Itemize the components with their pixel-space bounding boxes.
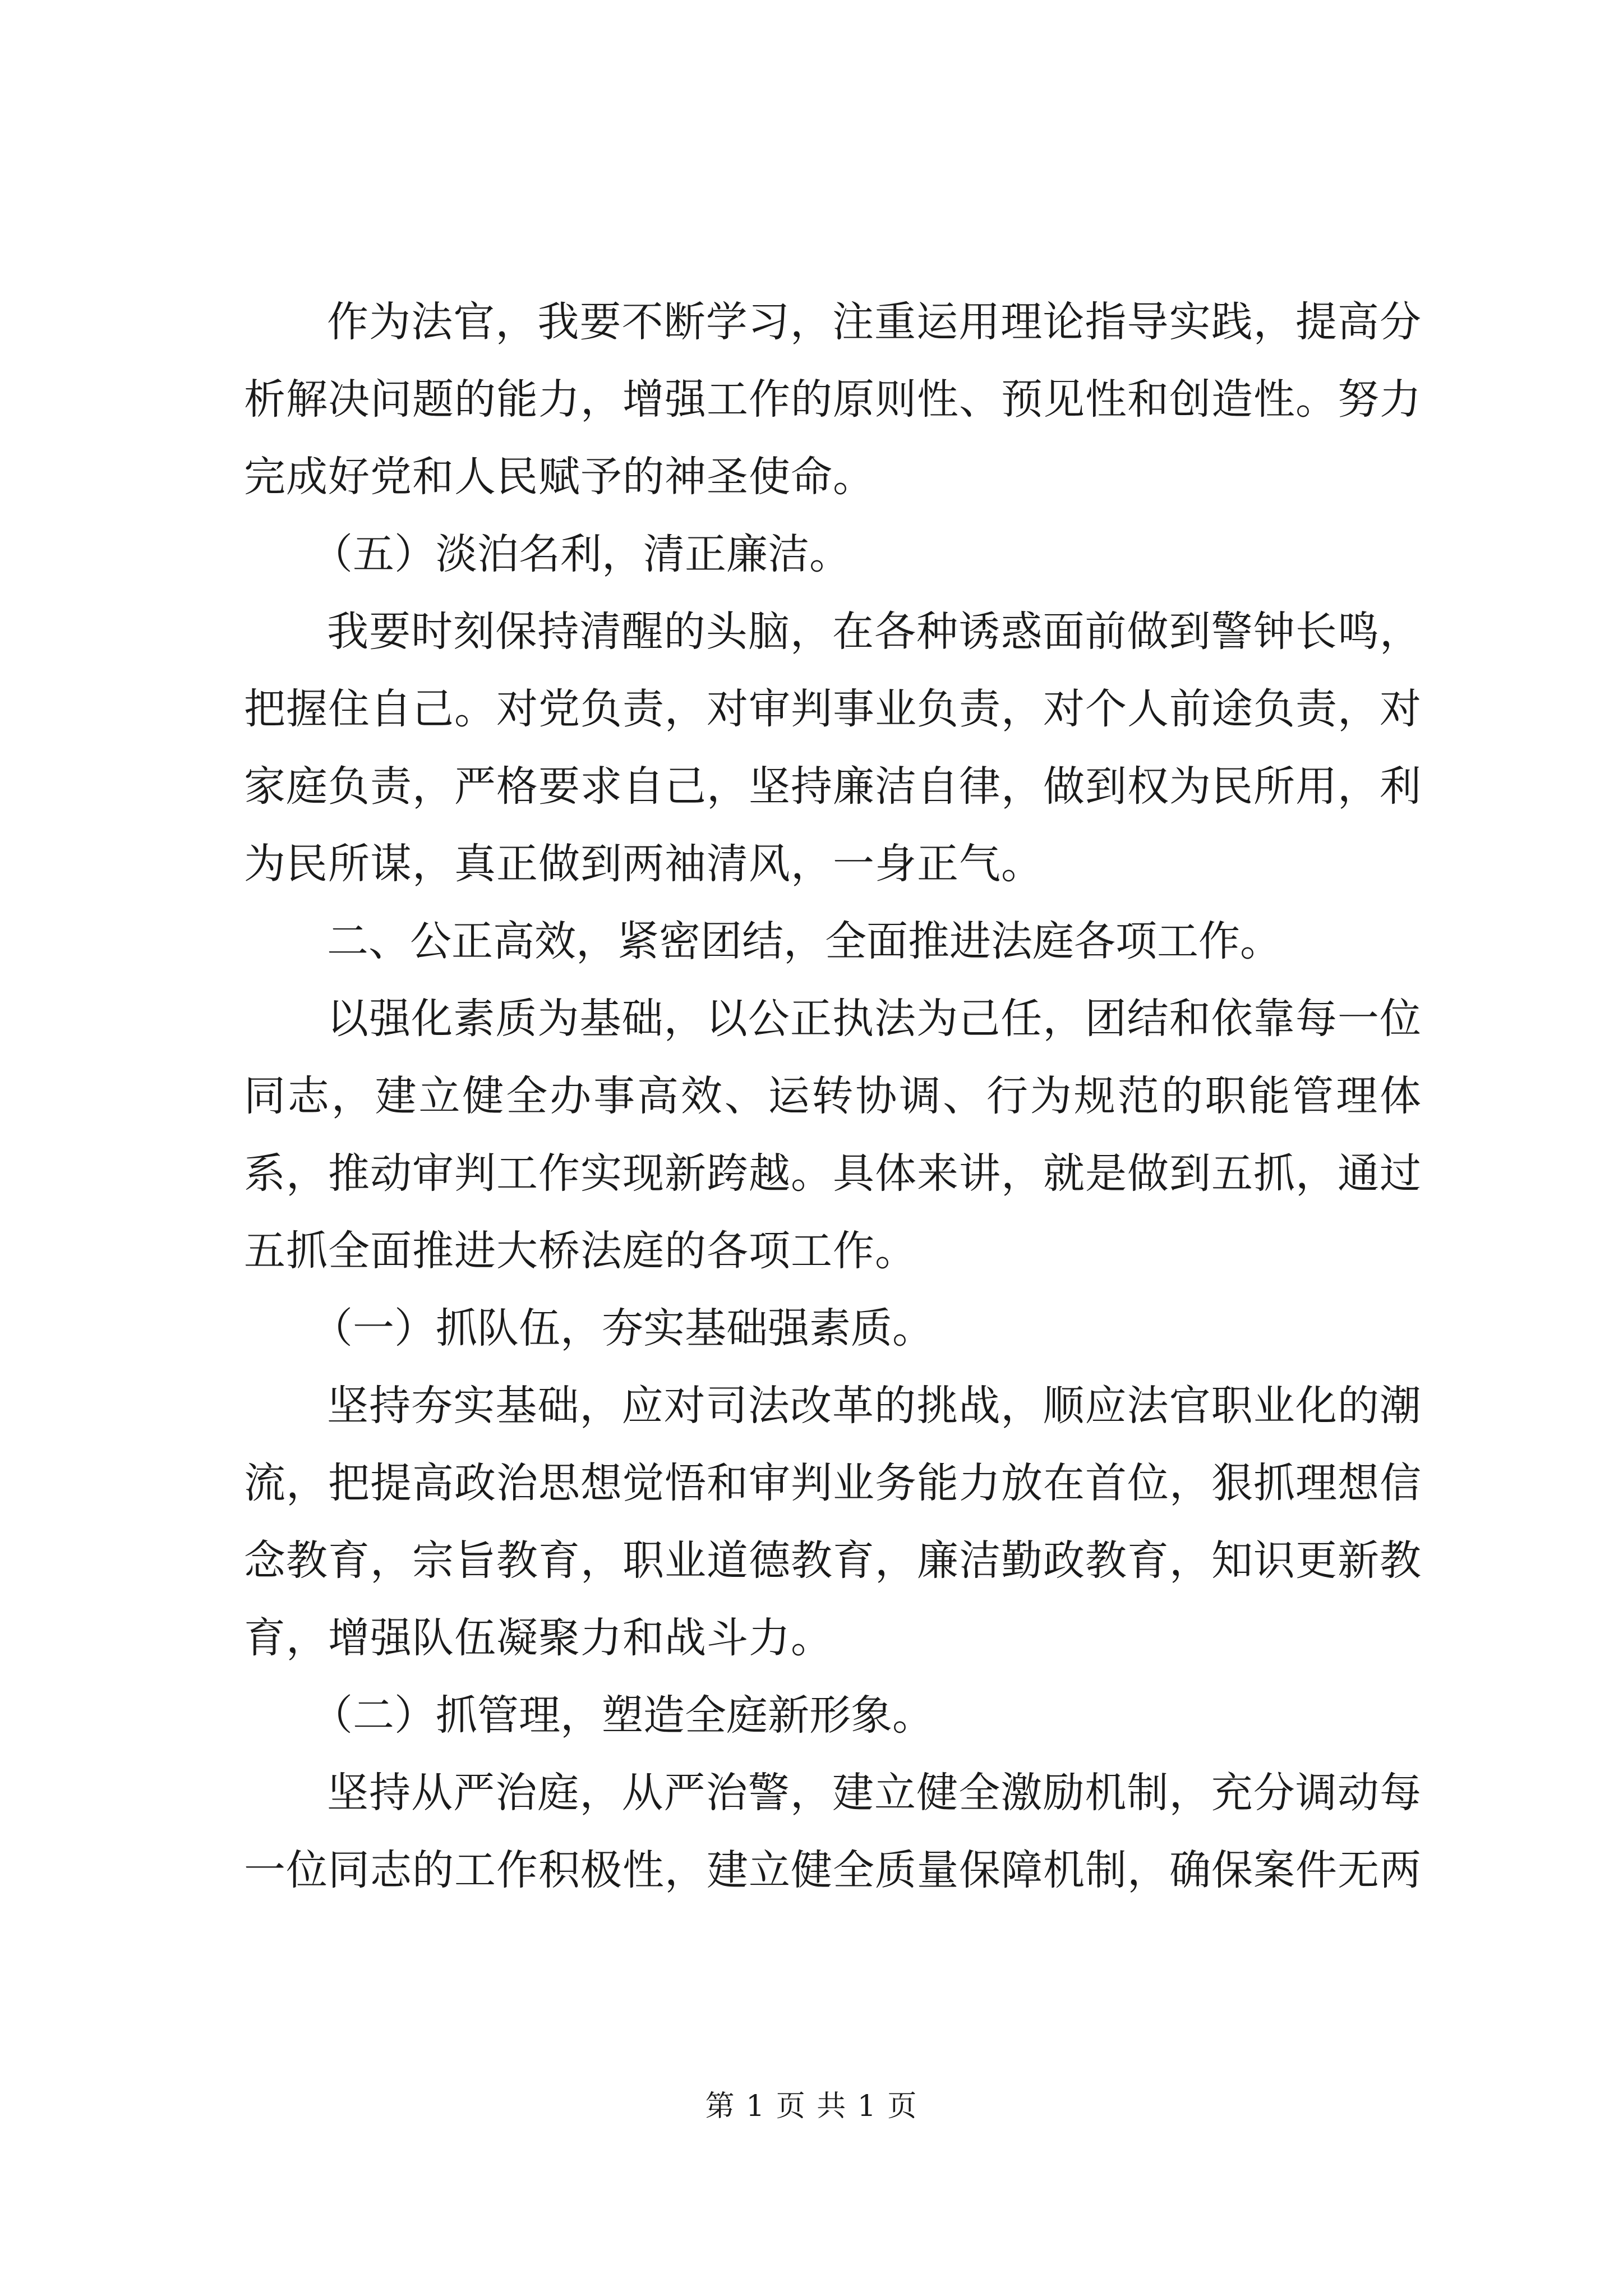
paragraph-intro: 作为法官，我要不断学习，注重运用理论指导实践，提高分析解决问题的能力，增强工作的原则性、预见性和创造性。努力完成好党和人民赋予的神圣使命。 <box>244 298 1422 501</box>
section-heading-1: （一）抓队伍，夯实基础强素质。 <box>311 1304 934 1352</box>
page-footer: 第 1 页 共 1 页 <box>705 2090 918 2123</box>
paragraph-management: 坚持从严治庭，从严治警，建立健全激励机制，充分调动每一位同志的工作积极性，建立健全质量保障机制，确保案件无两 <box>244 1769 1422 1894</box>
paragraph-integrity: 我要时刻保持清醒的头脑，在各种诱惑面前做到警钟长鸣，把握住自己。对党负责，对审判事业负责，对个人前途负责，对家庭负责，严格要求自己，坚持廉洁自律，做到权为民所用，利为民所谋，真正做到两袖清风，一身正气。 <box>244 608 1422 888</box>
chapter-heading-2: 二、公正高效，紧密团结，全面推进法庭各项工作。 <box>327 917 1281 965</box>
paragraph-team: 坚持夯实基础，应对司法改革的挑战，顺应法官职业化的潮流，把提高政治思想觉悟和审判业务能力放在首位，狠抓理想信念教育，宗旨教育，职业道德教育，廉洁勤政教育，知识更新教育，增强队伍凝聚力和战斗力。 <box>244 1382 1422 1662</box>
paragraph-overview: 以强化素质为基础，以公正执法为己任，团结和依靠每一位同志，建立健全办事高效、运转协调、行为规范的职能管理体系，推动审判工作实现新跨越。具体来讲，就是做到五抓，通过五抓全面推进大桥法庭的各项工作。 <box>244 995 1422 1275</box>
section-heading-2: （二）抓管理，塑造全庭新形象。 <box>311 1691 934 1740</box>
document-body <box>244 283 1422 1909</box>
section-heading-5: （五）淡泊名利，清正廉洁。 <box>311 530 851 578</box>
